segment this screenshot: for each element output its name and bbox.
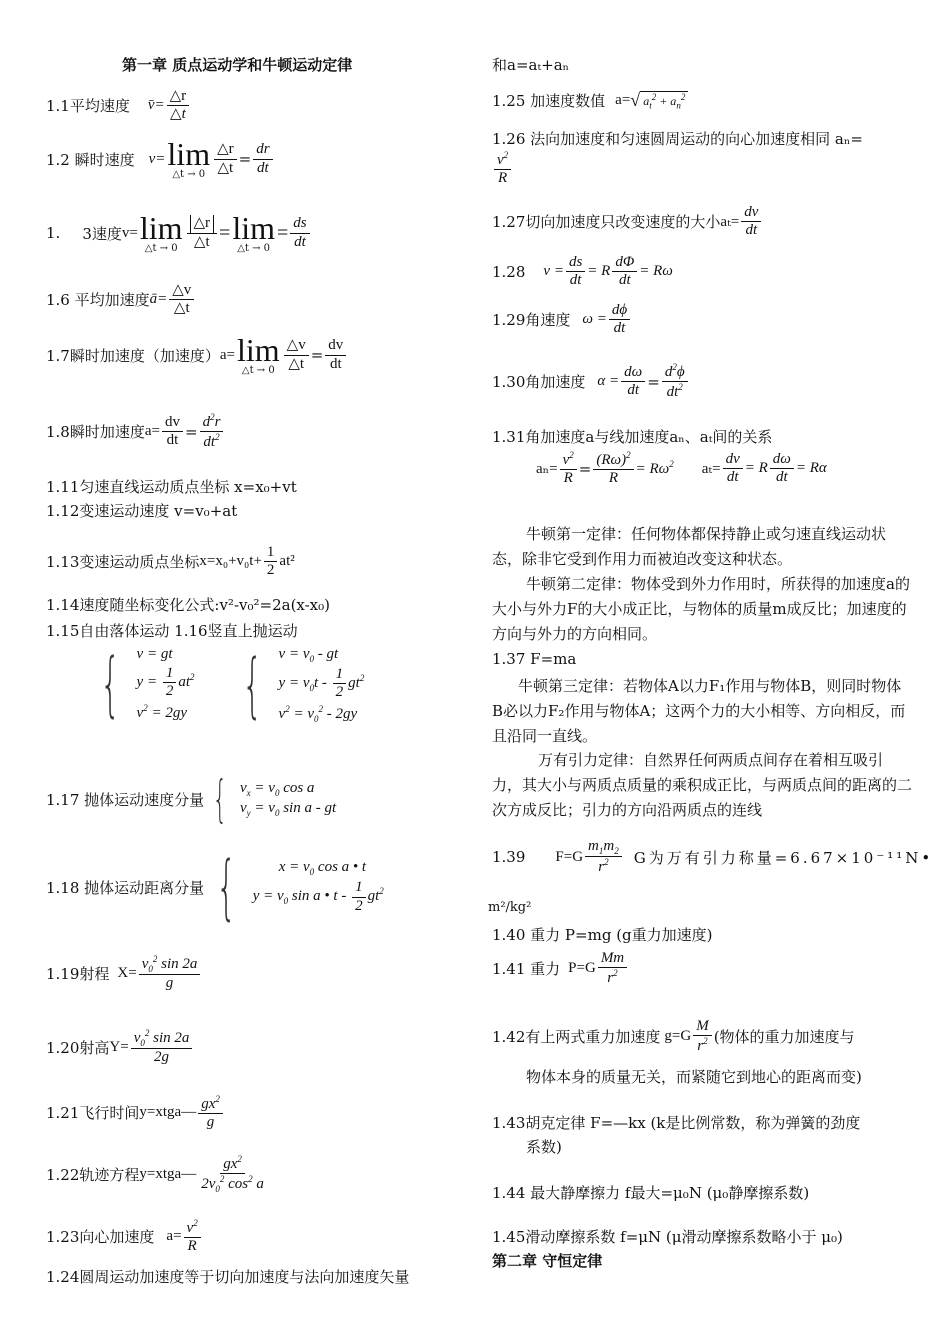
chapter-2-title: 第二章 守恒定律 [492,1252,603,1270]
formula-1-21-label: 1.21飞行时间 [46,1104,140,1123]
formula-1-24-continued: 和a=aₜ+aₙ [492,56,570,74]
vertical-throw-system: { $v = v_0$ - gt $y = v_0t$ - $\frac{1}{2}$ $gt^2$ $v^2 = v_0^2 - 2gy$ [242,643,365,726]
formula-1-25-label: 1.25 加速度数值 [492,92,606,110]
formula-1-39-unit: m²/kg² [488,900,532,915]
formula-1-7: 1.7瞬时加速度（加速度） a= lim △t → 0 $\frac{\triangle v}{\triangle t}$ = $\frac{dv}{dt}$ [46,334,348,376]
formula-1-42: 1.42有上两式重力加速度 g=G $\frac{M}{r^2}$ (物体的重力加速度与 [492,1018,855,1055]
formula-1-44: 1.44 最大静摩擦力 f最大=μ₀N (μ₀静摩擦系数) [492,1184,810,1202]
formula-1-22-label: 1.22轨迹方程 [46,1165,140,1184]
formula-1-27-label: 1.27切向加速度只改变速度的大小 [492,213,721,232]
formula-1-19: 1.19射程 X= $\frac{v_0^2 \sin 2a}{g}$ [46,954,202,993]
formula-1-39: 1.39 F=G $\frac{m_1m_2}{r^2}$ G为万有引力称量=6.67×10⁻¹¹N• [492,838,934,876]
formula-1-19-label: 1.19射程 [46,964,110,983]
formula-1-1-label: 1.1平均速度 [46,97,130,116]
newton-second-law: 牛顿第二定律：物体受到外力作用时，所获得的加速度a的大小与外力F的大小成正比，与物体的质量m成反比；加速度的方向与外力的方向相同。 [492,575,910,643]
formula-1-39-label: 1.39 [492,848,526,867]
formula-1-28-label: 1.28 [492,262,526,281]
formula-1-45: 1.45滑动摩擦系数 f=μN (μ滑动摩擦系数略小于 μ₀) [492,1228,843,1246]
newton-third-law: 牛顿第三定律：若物体A以力F₁作用与物体B，则同时物体B必以力F₂作用与物体A；这两个力的大小相等、方向相反，而且沿同一直线。 [492,677,906,745]
universal-gravitation-law: 万有引力定律：自然界任何两质点间存在着相互吸引力，其大小与两质点质量的乘积成正比，与两质点间的距离的二次方成反比；引力的方向沿两质点的连线 [492,751,913,819]
formula-1-14: 1.14速度随坐标变化公式:v²-v₀²=2a(x-x₀) [46,596,331,614]
formula-1-7-label: 1.7瞬时加速度（加速度） [46,346,220,365]
formula-1-6-label: 1.6 平均加速度 [46,291,150,310]
formula-1-3: 1. 3速度 v= lim △t → 0 $\frac{\triangle r}{\triangle t}$ = lim △t → 0 = $\frac{ds}{dt}$ [46,212,312,254]
formula-1-3-label-b: 3速度 [82,224,122,243]
formula-1-13-label: 1.13变速运动质点坐标 [46,553,200,572]
formula-1-15-16: 1.15自由落体运动 1.16竖直上抛运动 [46,622,298,640]
formula-1-29-label: 1.29角速度 [492,311,571,330]
formula-1-31-equations: aₙ= $\frac{v^2}{R}$ = $\frac{(R\omega)^2}{R}$ = $R\omega^2$ aₜ= $\frac{dv}{dt}$ = R $\frac{d\omega}{dt}$ = Rα [536,450,827,487]
newton-first-law: 牛顿第一定律：任何物体都保持静止或匀速直线运动状态，除非它受到作用力而被迫改变这种状态。 [492,525,887,568]
formula-1-31: 1.31角加速度a与线加速度aₙ、aₜ间的关系 [492,428,773,446]
formula-1-26: 1.26 法向加速度和匀速圆周运动的向心加速度相同 aₙ= [492,130,863,148]
formula-1-40: 1.40 重力 P=mg (g重力加速度) [492,926,713,944]
formula-1-20: 1.20射高 Y= $\frac{v_0^2 \sin 2a}{2g}$ [46,1028,194,1067]
formula-1-18: 1.18 抛体运动距离分量 { $x = v_0$ cos a • t $y = v_0$ sin a • t - $\frac{1}{2}$ $gt^2$ [46,846,384,928]
formula-1-17-label: 1.17 抛体运动速度分量 [46,790,205,809]
formula-1-24: 1.24圆周运动加速度等于切向加速度与法向加速度矢量 [46,1268,410,1286]
formula-1-30: 1.30角加速度 α = $\frac{d\omega}{dt}$ = $\frac{d^2\phi}{dt^2}$ [492,362,690,402]
formula-1-25: 1.25 加速度数值 a= √ $a_t^2 + a_n^2$ [492,90,688,111]
formula-1-8: 1.8瞬时加速度 a= $\frac{dv}{dt}$ = $\frac{d^2r}{dt^2}$ [46,412,225,452]
formula-1-42-note: (物体的重力加速度与 [713,1028,855,1047]
formula-1-28: 1.28 v = $\frac{ds}{dt}$ = R $\frac{d\Phi}{dt}$ = Rω [492,254,673,289]
formula-1-11: 1.11匀速直线运动质点坐标 x=x₀+vt [46,478,297,496]
formula-1-27: 1.27切向加速度只改变速度的大小 aₜ= $\frac{dv}{dt}$ [492,204,763,240]
formula-1-29: 1.29角速度 ω = $\frac{d\phi}{dt}$ [492,302,632,338]
formula-1-42-label: 1.42有上两式重力加速度 [492,1028,661,1047]
formula-1-41-label: 1.41 重力 [492,960,561,979]
formula-1-21: 1.21飞行时间 y=xtga— $\frac{gx^2}{g}$ [46,1094,225,1132]
formula-1-13: 1.13变速运动质点坐标 x=x₀+v₀t+ $\frac{1}{2}$ at² [46,544,295,579]
formula-1-39-constant: G为万有引力称量=6.67×10⁻¹¹N• [633,848,934,867]
formula-1-30-label: 1.30角加速度 [492,373,586,392]
formula-1-42-note-continued: 物体本身的质量无关，而紧随它到地心的距离而变) [526,1068,862,1086]
chapter-1-title: 第一章 质点运动学和牛顿运动定律 [122,56,353,74]
formula-1-23: 1.23向心加速度 a= $\frac{v^2}{R}$ [46,1218,203,1256]
formula-1-41: 1.41 重力 P=G $\frac{Mm}{r^2}$ [492,950,629,988]
formula-1-20-label: 1.20射高 [46,1038,110,1057]
formula-1-2-label: 1.2 瞬时速度 [46,150,135,169]
formula-1-37: 1.37 F=ma [492,650,577,668]
formula-1-8-label: 1.8瞬时加速度 [46,423,145,442]
formula-1-43-continued: 系数) [526,1138,562,1156]
formula-1-23-label: 1.23向心加速度 [46,1228,155,1247]
free-fall-system: { v = gt y = $\frac{1}{2}$ $at^2$ $v^2 = 2gy$ [100,642,195,725]
formula-1-1: 1.1平均速度 v̄= $\frac{\triangle r}{\triangle t}$ [46,88,191,124]
sqrt-symbol: √ $a_t^2 + a_n^2$ [630,90,688,111]
formula-1-12: 1.12变速运动速度 v=v₀+at [46,502,238,520]
formula-1-43: 1.43胡克定律 F=—kx (k是比例常数，称为弹簧的劲度 [492,1114,861,1132]
formula-1-22: 1.22轨迹方程 y=xtga— $\frac{gx^2}{2v_0^2 \cos^2 a}$ [46,1154,264,1195]
formula-1-26-fraction: $\frac{v^2}{R}$ [492,150,513,188]
formula-1-2: 1.2 瞬时速度 v= lim △t → 0 $\frac{\triangle r}{\triangle t}$ = $\frac{dr}{dt}$ [46,138,275,180]
formula-1-17: 1.17 抛体运动速度分量 { $v_x = v_0$ cos a $v_y = v_0$ sin a - gt [46,770,337,828]
formula-1-3-label-a: 1. [46,224,61,242]
formula-1-18-label: 1.18 抛体运动距离分量 [46,878,205,897]
formula-1-6: 1.6 平均加速度 ā= $\frac{\triangle v}{\triangle t}$ [46,282,196,318]
formula-1-1-fraction: $\frac{\triangle r}{\triangle t}$ [167,88,190,124]
